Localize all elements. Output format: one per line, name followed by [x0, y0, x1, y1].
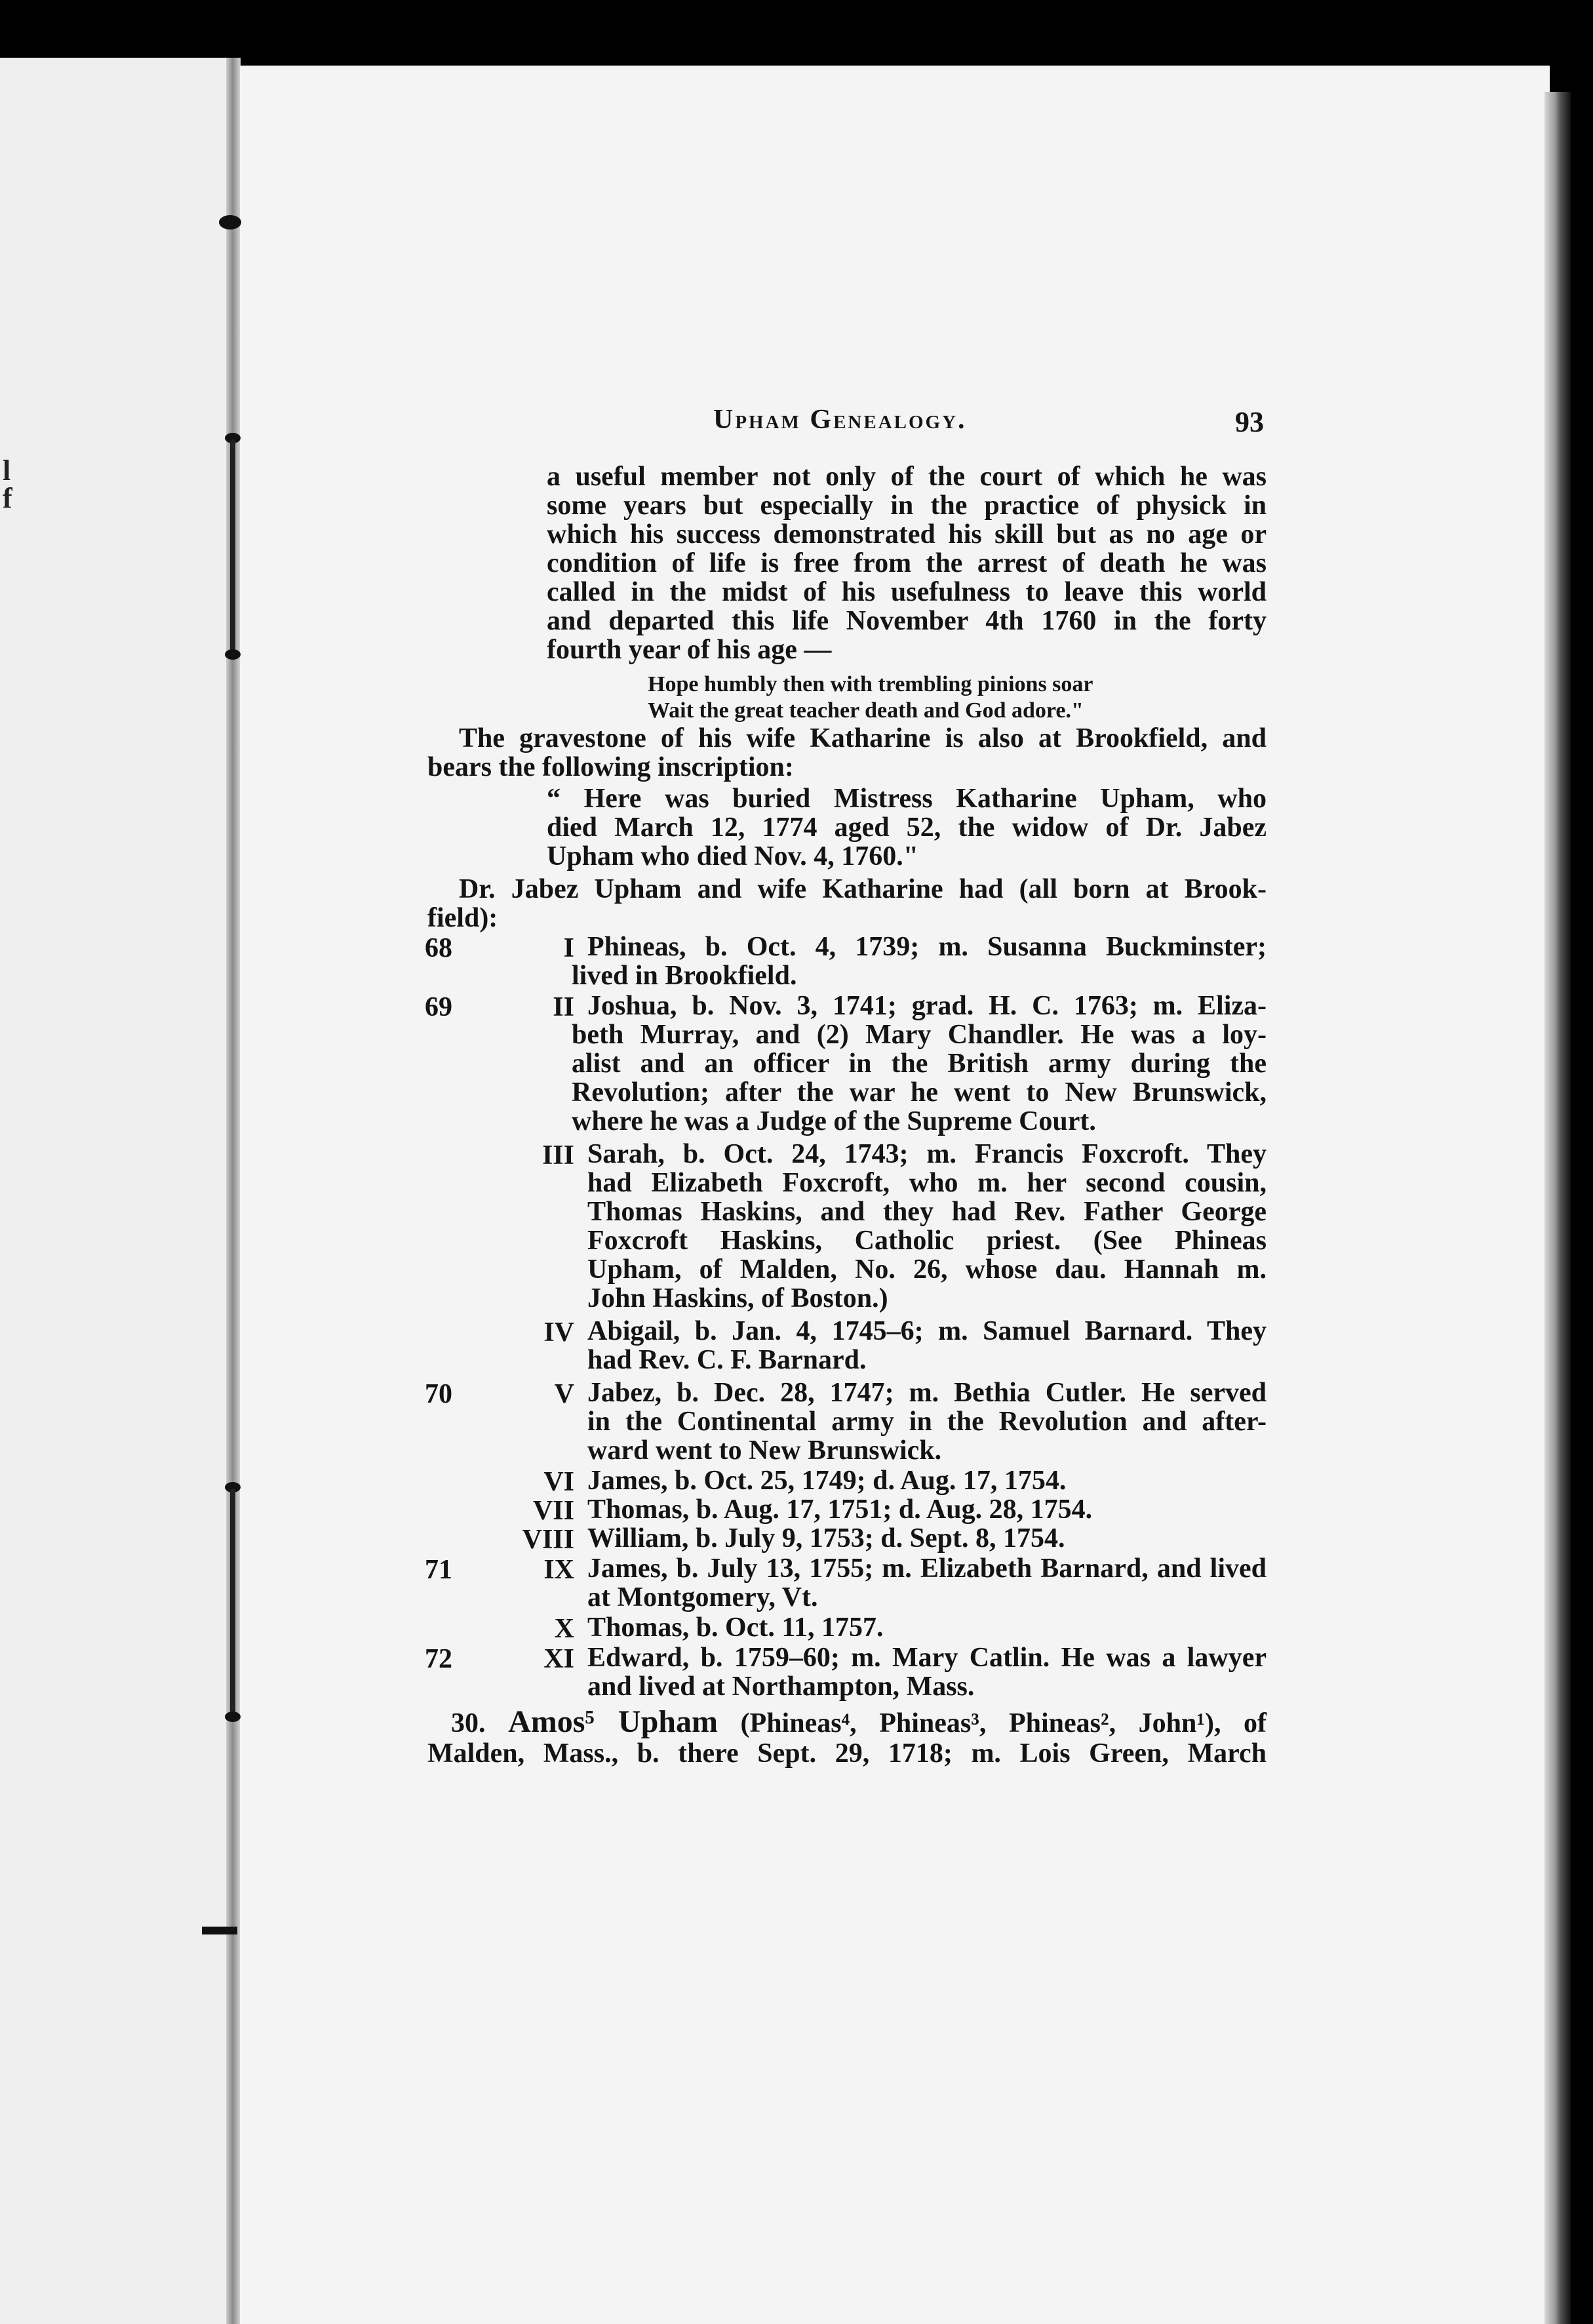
text-line: beth Murray, and (2) Mary Chandler. He was a loy- — [572, 1020, 1267, 1050]
text-line: Dr. Jabez Upham and wife Katharine had (all born at Brook- — [459, 874, 1267, 904]
text-line: and lived at Northampton, Mass. — [587, 1672, 975, 1702]
text-line: James, b. Oct. 25, 1749; d. Aug. 17, 1754. — [587, 1466, 1067, 1496]
text-line: at Montgomery, Vt. — [587, 1582, 818, 1613]
text-line: Foxcroft Haskins, Catholic priest. (See Phineas — [587, 1226, 1267, 1256]
poem-line: Wait the great teacher death and God adore." — [648, 698, 1084, 723]
page-title: Upham Genealogy. — [713, 405, 967, 435]
entry-roman: VI — [543, 1467, 574, 1497]
lineage: (Phineas⁴, Phineas³, Phineas², John¹), of — [740, 1708, 1267, 1738]
entry-roman: VIII — [522, 1525, 574, 1555]
text-line: Upham, of Malden, No. 26, whose dau. Hannah m. — [587, 1254, 1267, 1285]
text-line: had Elizabeth Foxcroft, who m. her second cousin, — [587, 1168, 1267, 1198]
binding-stitch — [223, 1482, 243, 1731]
entry-roman: IV — [543, 1317, 574, 1348]
text-line: called in the midst of his usefulness to leave this world — [547, 577, 1267, 607]
text-line: Thomas Haskins, and they had Rev. Father George — [587, 1197, 1267, 1227]
text-line: Sarah, b. Oct. 24, 1743; m. Francis Foxcroft. They — [587, 1139, 1267, 1169]
text-line: Thomas, b. Oct. 11, 1757. — [587, 1613, 884, 1643]
poem-line: Hope humbly then with trembling pinions soar — [648, 672, 1093, 696]
text-line: lived in Brookfield. — [572, 961, 797, 991]
text-line: field): — [427, 903, 498, 933]
entry-number: 70 — [425, 1379, 452, 1409]
text-line: Joshua, b. Nov. 3, 1741; grad. H. C. 1763; m. Eliza- — [587, 991, 1267, 1021]
text-line: in the Continental army in the Revolution and after- — [587, 1407, 1267, 1437]
text-line: James, b. July 13, 1755; m. Elizabeth Barnard, and lived — [587, 1553, 1267, 1584]
person-name: Amos⁵ Upham — [508, 1704, 718, 1739]
entry-roman: XI — [543, 1644, 574, 1674]
left-edge-char: f — [3, 482, 12, 514]
text-line: bears the following inscription: — [427, 752, 794, 782]
text-line: Jabez, b. Dec. 28, 1747; m. Bethia Cutler. He served — [587, 1378, 1267, 1408]
entry-roman: V — [554, 1379, 574, 1409]
text-line: some years but especially in the practice of physick in — [547, 491, 1267, 521]
binding-stitch — [219, 215, 241, 230]
text-line: a useful member not only of the court of which he was — [547, 462, 1267, 492]
text-line: Thomas, b. Aug. 17, 1751; d. Aug. 28, 1754. — [587, 1494, 1093, 1525]
text-line: Abigail, b. Jan. 4, 1745–6; m. Samuel Barnard. They — [587, 1316, 1267, 1346]
text-line: had Rev. C. F. Barnard. — [587, 1345, 867, 1375]
text-line: died March 12, 1774 aged 52, the widow of Dr. Jabez — [547, 812, 1267, 843]
entry-roman: VII — [532, 1496, 574, 1526]
text-line: John Haskins, of Boston.) — [587, 1283, 888, 1313]
page-number: 93 — [1235, 406, 1264, 438]
binding-stitch — [202, 1927, 237, 1934]
left-page — [0, 58, 233, 2324]
text-line: William, b. July 9, 1753; d. Sept. 8, 1754. — [587, 1523, 1065, 1553]
poem — [648, 671, 1093, 724]
text-line: Malden, Mass., b. there Sept. 29, 1718; m. Lois Green, March — [427, 1738, 1267, 1769]
text-line — [451, 1704, 1267, 1739]
entry-number: 68 — [425, 933, 452, 963]
text-line: Phineas, b. Oct. 4, 1739; m. Susanna Buckminster; — [587, 932, 1267, 962]
entry-roman: III — [541, 1140, 574, 1171]
text-line: “ Here was buried Mistress Katharine Upham, who — [547, 784, 1267, 814]
text-line: fourth year of his age — — [547, 635, 832, 665]
section-number: 30. — [451, 1708, 486, 1738]
page-edge-shadow — [1544, 92, 1571, 2324]
book-gutter — [226, 58, 241, 2324]
text-line: Upham who died Nov. 4, 1760." — [547, 841, 919, 872]
text-line: Revolution; after the war he went to New Brunswick, — [572, 1077, 1267, 1108]
left-edge-char: l — [3, 454, 11, 487]
text-line: condition of life is free from the arrest of death he was — [547, 548, 1267, 578]
entry-number: 72 — [425, 1644, 452, 1674]
text-line: Edward, b. 1759–60; m. Mary Catlin. He was a lawyer — [587, 1643, 1267, 1673]
entry-roman: I — [563, 933, 574, 963]
entry-roman: II — [553, 992, 574, 1022]
text-line: which his success demonstrated his skill but as no age or — [547, 519, 1267, 550]
entry-roman: IX — [543, 1555, 574, 1585]
text-line: The gravestone of his wife Katharine is also at Brookfield, and — [459, 723, 1267, 753]
entry-number: 71 — [425, 1555, 452, 1585]
binding-stitch — [223, 433, 243, 669]
text-line: where he was a Judge of the Supreme Court. — [572, 1106, 1096, 1136]
text-line: and departed this life November 4th 1760 in the forty — [547, 606, 1267, 636]
entry-roman: X — [554, 1614, 574, 1644]
text-line: alist and an officer in the British army during the — [572, 1049, 1267, 1079]
entry-number: 69 — [425, 992, 452, 1022]
text-line: ward went to New Brunswick. — [587, 1435, 942, 1466]
